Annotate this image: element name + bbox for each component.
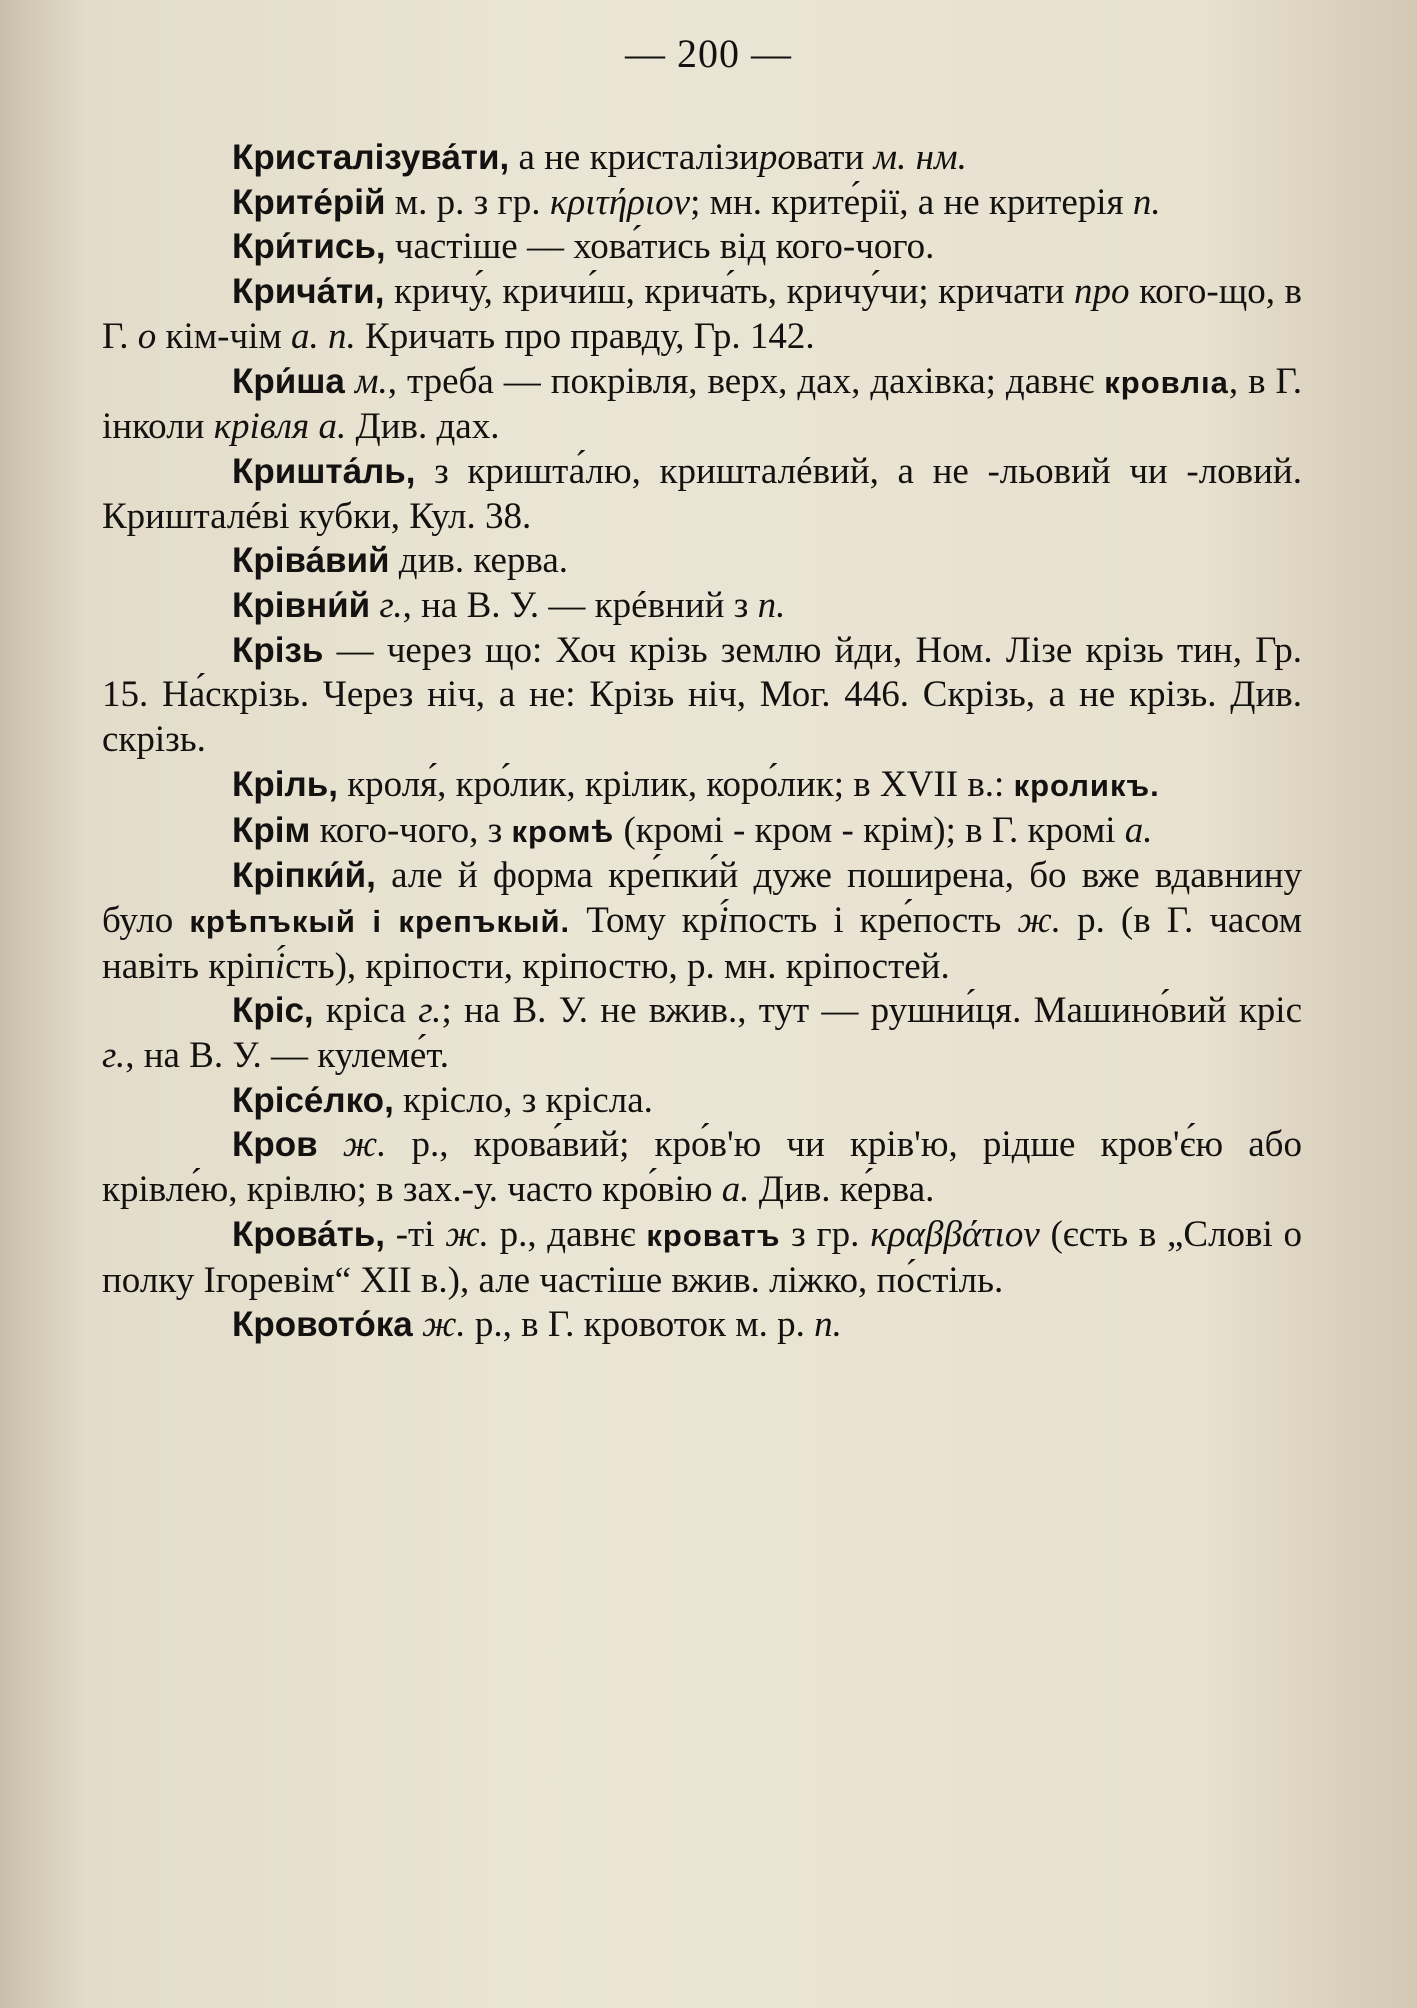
entry-italic-text: м. — [354, 360, 388, 402]
entry-text: пость і кре́пость — [728, 899, 1018, 941]
entry-text: з гр. — [780, 1213, 871, 1255]
entry-text: , в Г. інколи — [102, 360, 1303, 448]
entry-text: сть), кріпости, кріпостю, р. мн. кріпостей. — [285, 945, 950, 987]
entry-headword: Кровото́ка — [232, 1305, 413, 1345]
entry-text: кричу́, кричи́ш, крича́ть, кричу́чи; кричати — [384, 271, 1075, 313]
entry-old-slavonic-text: кромѣ — [511, 813, 615, 849]
entry-text: , треба — покрівля, верх, дах, дахівка; давнє — [387, 360, 1105, 402]
entry-text — [345, 361, 355, 402]
entry-text: , на В. У. — крéвний з — [402, 585, 758, 627]
entry-italic-text: крівля а. — [213, 406, 347, 448]
dictionary-entry — [102, 763, 1302, 809]
entry-italic-text: і́ — [718, 899, 729, 941]
entry-italic-text: о — [137, 315, 157, 357]
entry-italic-text: ж. — [342, 1124, 387, 1166]
entry-text: з кришта́лю, кришталéвий, а не -льовий чи -ловий. Кришталéві кубки, Кул. 38. — [102, 450, 1302, 537]
entry-headword: Кри́тись, — [232, 227, 386, 267]
entry-italic-text: κραββάτιον — [870, 1213, 1040, 1255]
entry-headword: Кришта́ль, — [232, 451, 416, 491]
entry-text: р., крова́вий; кро́в'ю чи крів'ю, рідше кров'є́ю або крівле́ю, крівлю; в зах.-у. часто кро́вію — [102, 1124, 1302, 1211]
entry-text: але й форма кре́пки́й дуже поширена, бо вже вдавнину було — [102, 855, 1302, 941]
dictionary-entry — [102, 450, 1302, 539]
entry-text: р., в Г. кровоток м. р. — [465, 1304, 815, 1346]
entry-text: -ті — [385, 1213, 446, 1255]
entry-text: вати — [795, 137, 874, 178]
entry-text: кроля́, кро́лик, крілик, коро́лик; в XVII в.: — [337, 763, 1014, 805]
entry-old-slavonic-text: кровлıа — [1104, 364, 1229, 400]
entry-headword: Крівни́й — [232, 586, 371, 626]
entry-text: р., давнє — [488, 1213, 647, 1255]
entry-text: а не кристалізи — [509, 137, 759, 178]
entry-text: див. керва. — [389, 540, 569, 582]
entry-headword: Кри́ша — [232, 361, 345, 401]
entry-text: — через що: Хоч крізь землю йди, Ном. Лізе крізь тин, Гр. 15. На́скрізь. Через ніч, а не: Крізь ніч, Мог. 446. Скрізь, а не крізь. Див. скрізь. — [102, 629, 1302, 761]
entry-italic-text: про — [1074, 271, 1130, 313]
entry-italic-text: г. — [379, 585, 403, 627]
dictionary-entry — [102, 1213, 1302, 1303]
entry-text: м. р. з гр. — [385, 181, 550, 223]
entry-italic-text: г. — [418, 990, 442, 1032]
entry-italic-text: ж. — [445, 1213, 489, 1255]
entry-headword: Кріва́вий — [232, 541, 390, 581]
dictionary-entry — [102, 1303, 1302, 1348]
entry-old-slavonic-text: крѣпъкый і крепъкый. — [189, 903, 571, 939]
entry-headword: Кріль, — [232, 764, 338, 804]
entry-text: кого-що, в Г. — [102, 271, 1302, 357]
entry-text: ; на В. У. не вжив., тут — рушни́ця. Машино́вий кріс — [441, 990, 1302, 1032]
entry-italic-text: г. — [102, 1035, 126, 1077]
dictionary-entry — [102, 225, 1302, 270]
entry-headword: Крісе́лко, — [232, 1080, 394, 1120]
entry-text: Див. дах. — [346, 406, 500, 448]
entry-text: (кромі - кром - крім); в Г. кромі — [614, 809, 1125, 851]
entry-text: кім-чім — [156, 315, 292, 357]
entry-headword: Крича́ти, — [232, 272, 385, 312]
entry-italic-text: м. нм. — [873, 137, 967, 178]
entry-text — [413, 1304, 422, 1345]
entry-headword: Кріс, — [232, 991, 314, 1031]
dictionary-entry — [102, 136, 1302, 181]
entry-headword: Крова́ть, — [232, 1214, 386, 1254]
dictionary-entry — [102, 989, 1302, 1078]
entry-headword: Крите́рій — [232, 182, 386, 222]
dictionary-entry — [102, 539, 1302, 584]
dictionary-entries — [102, 136, 1302, 1348]
entry-old-slavonic-text: кроликъ. — [1013, 767, 1160, 803]
entry-text: (єсть в „Слові о полку Ігоревім“ XII в.), але частіше вжив. ліжко, по́стіль. — [102, 1213, 1302, 1301]
entry-text: Кричать про правду, Гр. 142. — [355, 315, 815, 357]
entry-text — [318, 1124, 343, 1165]
dictionary-entry — [102, 629, 1302, 763]
entry-italic-text: п. — [757, 585, 786, 627]
entry-headword: Крізь — [232, 630, 324, 670]
entry-italic-text: а. — [1124, 809, 1153, 851]
entry-text: кого-чого, з — [310, 809, 512, 851]
entry-italic-text: ж. — [421, 1304, 466, 1346]
entry-text: кріса — [313, 990, 419, 1032]
entry-italic-text: κριτήριον — [549, 181, 691, 223]
dictionary-entry — [102, 270, 1302, 359]
entry-text: р. (в Г. часом навіть кріп — [102, 899, 1302, 987]
dictionary-entry — [102, 181, 1302, 226]
dictionary-entry — [102, 584, 1302, 629]
entry-text: частіше — хова́тись від кого-чого. — [385, 226, 935, 268]
entry-italic-text: п. — [1132, 181, 1161, 223]
entry-italic-text: а. п. — [291, 315, 356, 357]
entry-headword: Кров — [232, 1125, 318, 1165]
entry-text: Тому кр — [570, 899, 719, 941]
page-number: — 200 — — [625, 31, 792, 76]
entry-text: ; мн. крите́рії, а не критерія — [690, 181, 1133, 223]
dictionary-entry — [102, 1079, 1302, 1124]
entry-old-slavonic-text: кроватъ — [646, 1217, 781, 1253]
entry-text: Див. ке́рва. — [749, 1169, 935, 1211]
dictionary-entry — [102, 854, 1302, 989]
dictionary-entry — [102, 360, 1302, 450]
entry-text: крісло, з крісла. — [393, 1079, 653, 1121]
entry-italic-text: ро — [758, 137, 796, 178]
entry-italic-text: і́ — [274, 945, 286, 987]
entry-headword: Кріпки́й, — [232, 856, 376, 896]
entry-headword: Кристалізува́ти, — [232, 138, 510, 177]
entry-headword: Крім — [232, 810, 311, 850]
entry-italic-text: п. — [814, 1304, 842, 1346]
entry-text: , на В. У. — кулеме́т. — [125, 1035, 449, 1077]
dictionary-entry — [102, 809, 1302, 855]
dictionary-entry — [102, 1123, 1302, 1212]
entry-italic-text: а. — [721, 1169, 750, 1211]
entry-italic-text: ж. — [1017, 899, 1062, 941]
